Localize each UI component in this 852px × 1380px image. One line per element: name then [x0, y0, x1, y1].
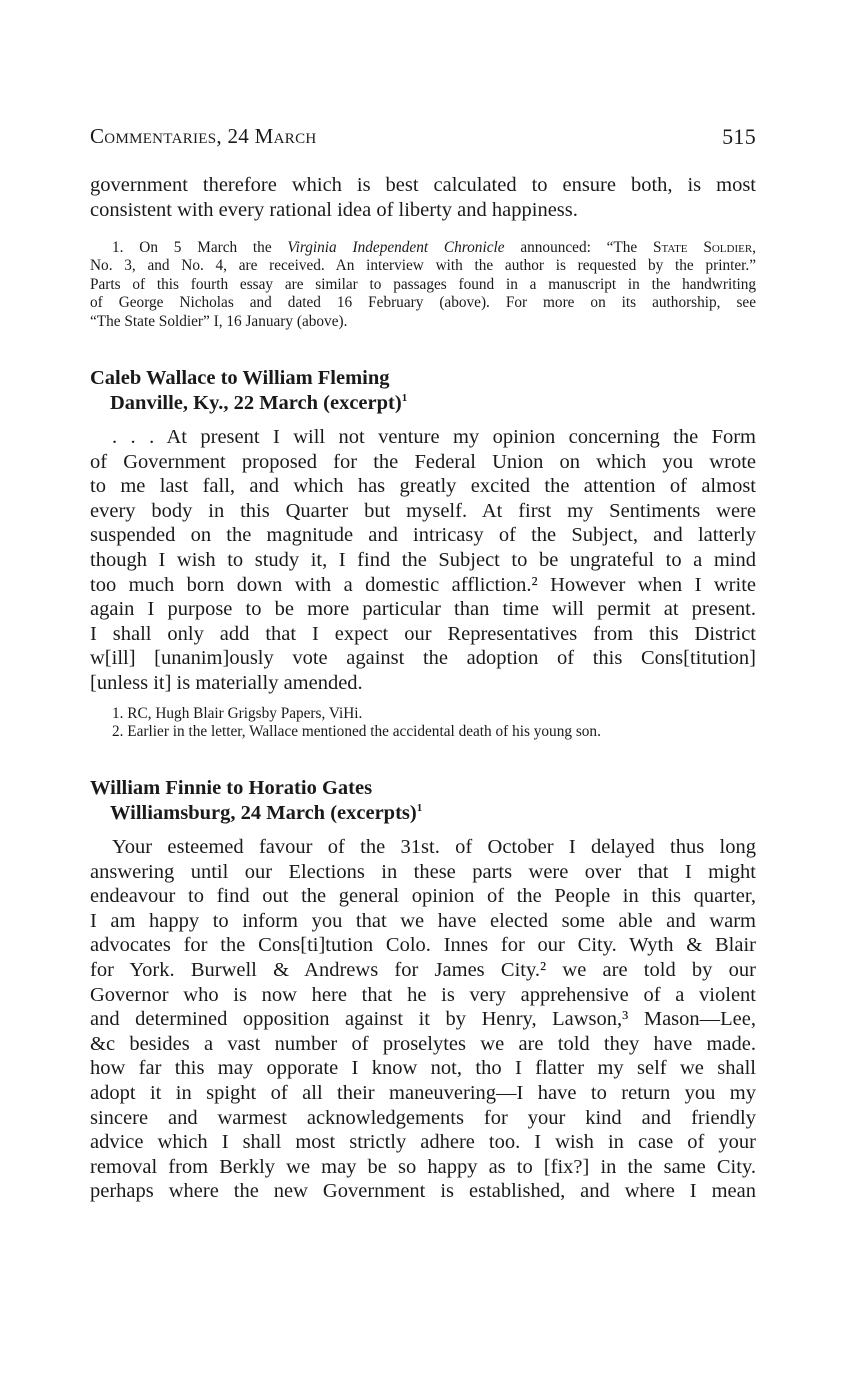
footnote-line: 1. On 5 March the Virginia Independent Chronicle announced: “The State Soldier,: [112, 239, 756, 256]
text-line: I shall only add that I expect our Representatives from this District: [90, 622, 756, 645]
text-line: advice which I shall most strictly adhere too. I wish in case of your: [90, 1131, 756, 1154]
footnotes-wallace: [90, 705, 756, 742]
letter-heading-wallace: [90, 366, 756, 415]
footnote-line: 2. Earlier in the letter, Wallace mentioned the accidental death of his young son.: [112, 723, 601, 741]
text-line: suspended on the magnitude and intricasy of the Subject, and latterly: [90, 524, 756, 547]
text-line: . . . At present I will not venture my opinion concerning the Form: [112, 426, 756, 448]
text-line: for York. Burwell & Andrews for James City.² we are told by our: [90, 958, 756, 981]
page-number: 515: [722, 124, 756, 149]
heading-line: Danville, Ky., 22 March (excerpt): [110, 391, 402, 414]
text-line: removal from Berkly we may be so happy as to [fix?] in the same City.: [90, 1155, 756, 1178]
heading-line: Williamsburg, 24 March (excerpts): [110, 801, 417, 824]
text-line: sincere and warmest acknowledgements for your kind and friendly: [90, 1106, 756, 1129]
text-line: Your esteemed favour of the 31st. of October I delayed thus long: [112, 836, 756, 858]
letter-body-finnie: [90, 835, 756, 1204]
text-line: too much born down with a domestic affliction.² However when I write: [90, 573, 756, 596]
text-line: government therefore which is best calculated to ensure both, is most: [90, 174, 756, 196]
heading-line: William Finnie to Horatio Gates: [90, 777, 373, 799]
text-line: consistent with every rational idea of liberty and happiness.: [90, 198, 578, 221]
carry-over-paragraph: [90, 173, 756, 222]
footnote-ref: 1: [401, 391, 408, 404]
text-line: though I wish to study it, I find the Subject to be ungrateful to a mind: [90, 548, 756, 571]
footnote-line: of George Nicholas and dated 16 February (above). For more on its authorship, see: [90, 294, 756, 312]
text-line: again I purpose to be more particular than time will permit at present.: [90, 598, 756, 621]
text-line: of Government proposed for the Federal Union on which you wrote: [90, 450, 756, 473]
footnote-line: Parts of this fourth essay are similar to passages found in a manuscript in the handwriting: [90, 275, 756, 293]
text-line: and determined opposition against it by Henry, Lawson,³ Mason—Lee,: [90, 1008, 756, 1031]
text-line: perhaps where the new Government is established, and where I mean: [90, 1180, 756, 1203]
heading-line: Caleb Wallace to William Fleming: [90, 367, 390, 389]
text-line: to me last fall, and which has greatly excited the attention of almost: [90, 475, 756, 498]
letter-heading-finnie: [90, 776, 756, 825]
text-line: answering until our Elections in these parts were over that I might: [90, 860, 756, 883]
footnote-line: “The State Soldier” I, 16 January (above).: [90, 312, 348, 330]
running-head-title: Commentaries, 24 March: [90, 124, 317, 148]
footnotes-essay: [90, 239, 756, 331]
text-line: w[ill] [unanim]ously vote against the adoption of this Cons[titution]: [90, 647, 756, 670]
text-line: [unless it] is materially amended.: [90, 671, 363, 694]
footnote-line: No. 3, and No. 4, are received. An interview with the author is requested by the printer.”: [90, 257, 756, 275]
footnote-line: 1. RC, Hugh Blair Grigsby Papers, ViHi.: [112, 705, 363, 722]
running-head: [90, 124, 756, 152]
text-line: Governor who is now here that he is very apprehensive of a violent: [90, 983, 756, 1006]
text-line: advocates for the Cons[ti]tution Colo. Innes for our City. Wyth & Blair: [90, 934, 756, 957]
text-line: how far this may opporate I know not, tho I flatter my self we shall: [90, 1057, 756, 1080]
letter-body-wallace: [90, 425, 756, 696]
text-line: endeavour to find out the general opinion of the People in this quarter,: [90, 885, 756, 908]
text-line: adopt it in spight of all their maneuvering—I have to return you my: [90, 1081, 756, 1104]
text-line: every body in this Quarter but myself. At first my Sentiments were: [90, 499, 756, 522]
text-line: I am happy to inform you that we have elected some able and warm: [90, 909, 756, 932]
footnote-ref: 1: [416, 801, 423, 814]
text-line: &c besides a vast number of proselytes we are told they have made.: [90, 1032, 756, 1055]
